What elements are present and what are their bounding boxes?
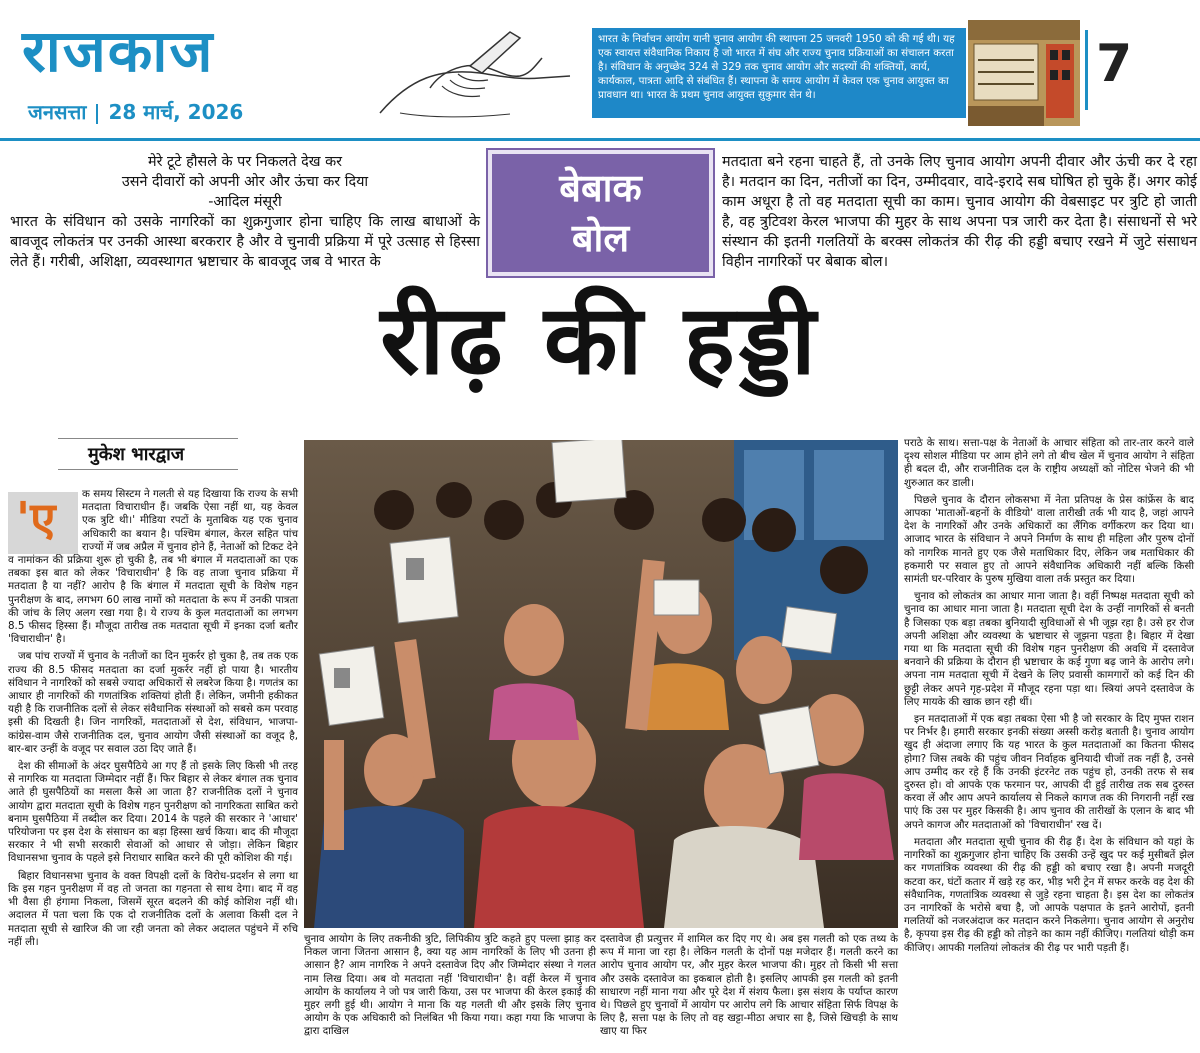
paragraph: चुनाव को लोकतंत्र का आधार माना जाता है। वहीं निष्पक्ष मतदाता सूची को चुनाव का आधार माना जाता है। मतदाता सूची देश के उन्हीं नागरिकों से बनती है जिसका एक बड़ा तबका बुनियादी सुविधाओं से भी जूझ रहा है। उसे हर रोज अपनी अशिक्षा और व्यवस्था के भ्रष्टाचार से जूझना पड़ता है। बिहार में देखा गया था कि मतदाता सूची की विशेष गहन पुनरीक्षण की अवधि में दस्तावेज बनवाने की प्रक्रिया के दौरान ही भ्रष्टाचार के कई गुणा बढ़ जाने के आरोप लगे। अपना नाम मतदाता सूची में देखने के लिए प्रवासी कामगारों को कई दिन की छुट्टी लेकर अपने गृह-प्रदेश में मौजूद रहना पड़ा था। स्त्रियां अपने दस्तावेज के लिए मायके की खाक छान रही थीं। bbox=[904, 590, 1194, 708]
voters-photo-illustration-icon bbox=[304, 440, 898, 928]
badge-line-1: बेबाक bbox=[559, 166, 642, 210]
intro-right-text: मतदाता बने रहना चाहते हैं, तो उनके लिए चुनाव आयोग अपनी दीवार और ऊंची कर दे रहा है। मतदान का दिन, नतीजों का दिन, उम्मीदवार, वादे-इरादे सब घोषित हो चुके हैं। अगर कोई काम अधूरा है तो वह मतदाता सूची का काम। चुनाव आयोग की वेबसाइट पर त्रुटि हो जाती है, वह त्रुटिवश केरल भाजपा की मुहर के साथ अपना पत्र जारी कर देता है। संसाधनों से भरे संस्थान की इतनी गलतियों के बरक्स लोकतंत्र की रीढ़ की हड्डी बचाए रखने में जुटे संसाधन विहीन नागरिकों पर बेबाक बोल। bbox=[722, 154, 1197, 270]
couplet-line-1: मेरे टूटे हौसले के पर निकलते देख कर bbox=[147, 154, 343, 170]
section-title: राजकाज bbox=[22, 17, 215, 85]
paragraph: बिहार विधानसभा चुनाव के वक्त विपक्षी दलों के विरोध-प्रदर्शन से लगा था कि इस गहन पुनरीक्षण में वह तो जनता का गहनता से साथ देगा। बाद में वह भी वैसा ही हंगामा निकला, जिसमें सूरत बदलने की कोई कोशिश नहीं थी। अदालत में पता चला कि एक दो राजनीतिक दलों के अलावा किसी दल ने मतदाता सूची से खारिज की जा रही जनता को लेकर अदालत पहुंचने में रुचि नहीं ली। bbox=[8, 869, 298, 948]
intro-left bbox=[10, 152, 480, 272]
page-number-divider bbox=[1085, 30, 1088, 110]
paragraph: इन मतदाताओं में एक बड़ा तबका ऐसा भी है जो सरकार के दिए मुफ्त राशन पर निर्भर है। हमारी सरकार इनकी संख्या अस्सी करोड़ बताती है। चुनाव आयोग खुद ही अंदाजा लगाए कि यह भारत के कुल मतदाताओं का कितना फीसद होगा? जिस तबके की पहुंच जीवन निर्वाहक बुनियादी चीजों तक नहीं है, उनसे आप उम्मीद कर रहे हैं कि उनकी इंटरनेट तक पहुंच हो, उनकी तरफ से सब दुरुस्त हो। वो आपके एक फरमान पर, आपकी दी हुई तारीख तक सब दुरुस्त करवा लें और आप अपने कार्यालय से निकले कागज तक की निगरानी नहीं रख पाएं कि उस पर मुहर किसकी है। आप चुनाव की तारीखों के एलान के बाद भी अपने कागज और मतदाताओं को 'विचाराधीन' रख दें। bbox=[904, 713, 1194, 831]
paragraph: क समय सिस्टम ने गलती से यह दिखाया कि राज्य के सभी मतदाता विचाराधीन हैं। जबकि ऐसा नहीं था, यह केवल एक त्रुटि थी।' मीडिया रपटों के मुताबिक यह एक चुनाव अधिकारी का बयान है। पश्चिम बंगाल, केरल सहित पांच राज्यों में जब अप्रैल में चुनाव होने हैं, नेताओं को टिकट देने व नामांकन की प्रक्रिया शुरू हो चुकी है, तब भी बंगाल में मतदाताओं का एक तबका इस बात को लेकर 'विचाराधीन' है कि वह ताजा चुनाव प्रक्रिया में मतदाता है या नहीं? आरोप है कि बंगाल में मतदाता सूची के विशेष गहन पुनरीक्षण के बाद, लगभग 60 लाख नामों को मतदाता के रूप में उनकी पात्रता की जांच के लिए अलग रखा गया है। ये राज्य के कुल मतदाताओं का लगभग 8.5 फीसद हिस्सा हैं। मौजूदा तारीख तक मतदाता सूची में इनका दर्जा बतौर 'विचाराधीन' है। bbox=[8, 488, 298, 646]
couplet-line-2: उसने दीवारों को अपनी ओर और ऊंचा कर दिया bbox=[121, 174, 369, 190]
badge-line-2: बोल bbox=[571, 216, 630, 260]
byline: मुकेश भारद्वाज bbox=[58, 438, 238, 470]
hand-voting-illustration-icon bbox=[370, 18, 580, 128]
poet-name: -आदिल मंसूरी bbox=[208, 194, 282, 210]
bebak-bol-badge bbox=[488, 150, 713, 276]
dropcap-letter: 'ए bbox=[16, 492, 56, 546]
headline: रीढ़ की हड्डी bbox=[380, 284, 820, 396]
left-column bbox=[8, 488, 298, 949]
paragraph: देश की सीमाओं के अंदर घुसपैठिये आ गए हैं तो इसके लिए किसी भी तरह से नागरिक या मतदाता जिम्मेदार नहीं हैं। फिर बिहार से लेकर बंगाल तक चुनाव आते ही घुसपैठियों का मसला कैसे आ जाता है? राजनीतिक दलों ने चुनाव आयोग द्वारा मतदाता सूची के विशेष गहन पुनरीक्षण को नागरिकता साबित करो बनाम घुसपैठिया में तब्दील कर दिया। 2014 के पहले की सरकार ने 'आधार' परियोजना पर इस देश के संसाधन का बड़ा हिस्सा खर्च किया। बाद की मौजूदा सरकार ने भी सभी सरकारी सेवाओं को आधार से जोड़ा। लेकिन बिहार विधानसभा चुनाव के पहले इसे निराधार साबित करने की पूरी कोशिश की गई। bbox=[8, 760, 298, 865]
voters-queue-photo bbox=[304, 440, 898, 928]
paper-name: जनसत्ता bbox=[28, 100, 87, 124]
masthead-divider bbox=[96, 104, 98, 124]
page-number: 7 bbox=[1096, 34, 1133, 94]
intro-left-text: भारत के संविधान को उसके नागरिकों का शुक्रगुजार होना चाहिए कि लाख बाधाओं के बावजूद लोकतंत्र पर उनकी आस्था बरकरार है और वे चुनावी प्रक्रिया में पूरे उत्साह से हिस्सा लेते हैं। गरीबी, अशिक्षा, व्यवस्थागत भ्रष्टाचार के बावजूद जब वे भारत के bbox=[10, 214, 480, 270]
election-commission-building-image bbox=[968, 20, 1080, 126]
info-box: भारत के निर्वाचन आयोग यानी चुनाव आयोग की स्थापना 25 जनवरी 1950 को की गई थी। यह एक स्वायत्त संवैधानिक निकाय है जो भारत में संघ और राज्य चुनाव प्रक्रियाओं का संचालन करता है। संविधान के अनुच्छेद 324 से 329 तक चुनाव आयोग और सदस्यों की शक्तियों, कार्य, कार्यकाल, पात्रता आदि से संबंधित हैं। स्थापना के समय आयोग में केवल एक चुनाव आयुक्त का प्रावधान था। भारत के प्रथम चुनाव आयुक्त सुकुमार सेन थे। bbox=[592, 28, 966, 118]
middle-column-2: दस्तावेज ही प्रत्युत्तर में शामिल कर दिए गए थे। अब इस गलती को एक तथ्य के रूप में माना जा रहा है। लेकिन गलती के दोनों पक्ष मजेदार हैं। गलती करने का आरोप चुनाव आयोग पर, और मुहर केरल भाजपा की। मुहर तो किसी भी सत्ता और उसके दस्तावेज का इकबाल होती है। इसलिए आपकी इस गलती को इतनी साधारण नहीं माना गया और पूरे देश में संशय फैला। इस संशय के पर्याप्त कारण थे। पिछले हुए चुनावों में आयोग पर आरोप लगे कि आचार संहिता सिर्फ विपक्ष के लिए है, सत्ता पक्ष के लिए तो वह खट्टा-मीठा अचार सा है, जिसे खिचड़ी के साथ खाए या फिर bbox=[600, 933, 898, 1038]
middle-column-1: चुनाव आयोग के लिए तकनीकी त्रुटि, लिपिकीय त्रुटि कहते हुए पल्ला झाड़ कर निकल जाना जितना आसान है, क्या यह आम नागरिकों के लिए भी उतना ही आसान है? आम नागरिक ने अपने दस्तावेज दिए और जिम्मेदार संस्था ने गलत नाम लिख दिया। अब वो मतदाता नहीं 'विचाराधीन' है। वहीं केरल में चुनाव आयोग के कार्यालय ने जो पत्र जारी किया, उस पर भाजपा की केरल इकाई की मुहर लगी हुई थी। आयोग ने माना कि यह गलती थी और इसके लिए चुनाव आयोग के एक अधिकारी को निलंबित भी किया गया। कहा गया कि भाजपा के द्वारा दाखिल bbox=[304, 933, 596, 1038]
masthead-row bbox=[28, 98, 243, 125]
paragraph: जब पांच राज्यों में चुनाव के नतीजों का दिन मुकर्रर हो चुका है, तब तक एक राज्य की 8.5 फीसद मतदाता का दर्जा मुकर्रर नहीं हो पाया है। भारतीय संविधान ने नागरिकों को सबसे ज्यादा अधिकारों से लबरेज किया है। गणतंत्र का आधार ही नागरिकों की गणतांत्रिक शक्तियां होती हैं। लेकिन, जमीनी हकीकत यही है कि राजनीतिक दलों से लेकर संवैधानिक संस्थाओं को सबसे कम परवाह इसी की दिखती है। जिन नागरिकों, मतदाताओं से देश, संविधान, भाजपा-कांग्रेस-वाम जैसे राजनीतिक दल, चुनाव आयोग जैसी संस्थाओं का वजूद है, बार-बार उन्हीं के वजूद पर सवाल उठा दिए जाते हैं। bbox=[8, 650, 298, 755]
header-rule bbox=[0, 138, 1200, 141]
issue-date: 28 मार्च, 2026 bbox=[108, 100, 244, 124]
paragraph: पिछले चुनाव के दौरान लोकसभा में नेता प्रतिपक्ष के प्रेस कांफ्रेंस के बाद आपका 'माताओं-बहनों के वीडियो' वाला तारीखी तर्क भी याद है, जहां आपने देश के नागरिकों और उनके अधिकारों का लैंगिक वर्गीकरण कर दिया था। आजाद भारत के संविधान ने अपने निर्माण के साथ ही महिला और पुरुष दोनों को नागरिक मानते हुए एक जैसे मताधिकार दिए, लेकिन जब मताधिकार की हकमारी पर सवाल हुए तो आपने संवैधानिक अधिकारी नहीं बल्कि किसी सामंती घर-परिवार के पुरुष मुखिया वाला तर्क प्रस्तुत कर दिया। bbox=[904, 493, 1194, 586]
right-column bbox=[904, 437, 1194, 955]
paragraph: मतदाता और मतदाता सूची चुनाव की रीढ़ हैं। देश के संविधान को यहां के नागरिकों का शुक्रगुजार होना चाहिए कि उसकी उन्हें खुद पर कई मुसीबतें झेल कर गणतांत्रिक व्यवस्था की रीढ़ की हड्डी को बचाए रखा है। अपनी मजदूरी कटवा कर, घंटों कतार में खड़े रह कर, भीड़ भरी ट्रेन में सफर करके वह देश की संवैधानिक, गणतांत्रिक व्यवस्था से जुड़े रहना चाहता है। इस देश का लोकतंत्र उन नागरिकों के भरोसे बचा है, जो आपके पक्षपात के इतने आरोपों, इतनी गलतियों को नजरअंदाज कर मतदान करने निकलेगा। चुनाव आयोग से अनुरोध है, कृपया इस रीढ़ की हड्डी को तोड़ने का काम नहीं कीजिए। गलतियां थोड़ी कम कीजिए। आपकी गलतियां लोकतंत्र की रीढ़ पर भारी पड़ती हैं। bbox=[904, 835, 1194, 954]
dropcap bbox=[8, 492, 78, 554]
paragraph: पराठे के साथ। सत्ता-पक्ष के नेताओं के आचार संहिता को तार-तार करने वाले दृश्य सोशल मीडिया पर आम होने लगे तो बीच खेल में चुनाव आयोग ने संहिता ही बदल दी, और राजनीतिक दल के राष्ट्रीय अध्यक्षों को नोटिस भेजने की भी शुरुआत कर डाली। bbox=[904, 437, 1194, 489]
